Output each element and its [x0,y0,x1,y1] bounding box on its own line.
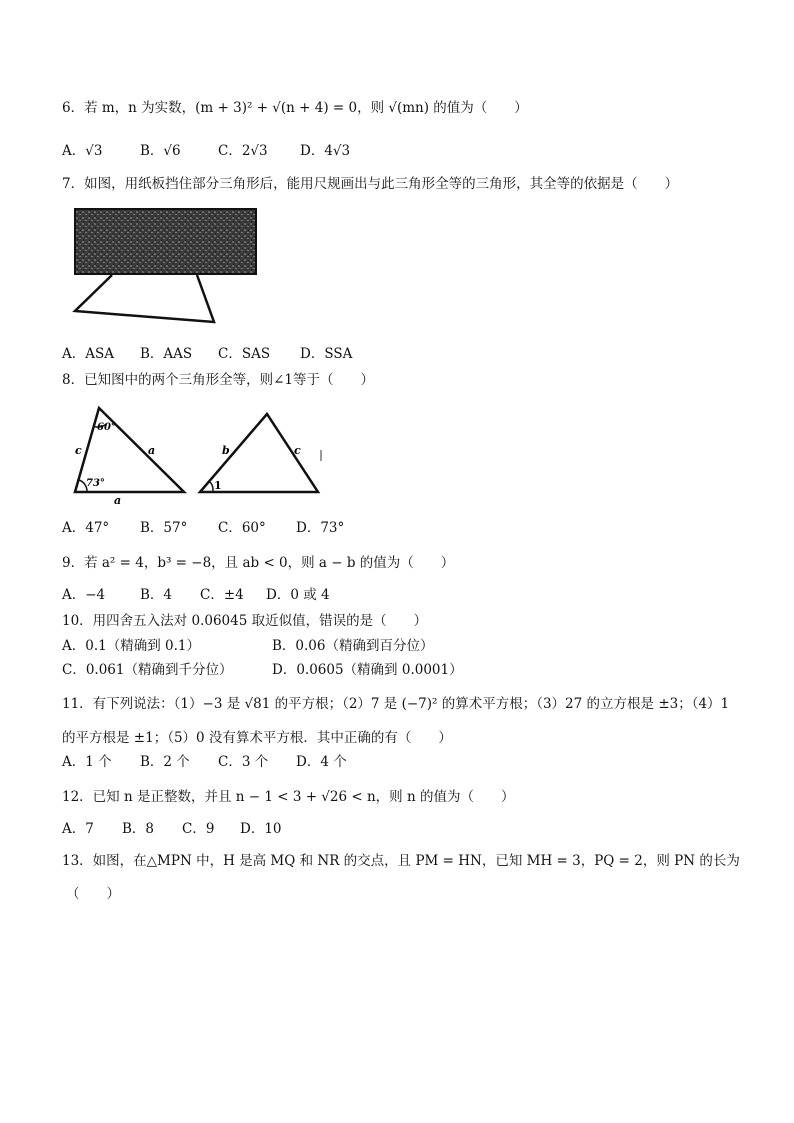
q8-two-triangles-figure [66,400,336,505]
q12-option-a[interactable]: A．7 [62,821,94,837]
q11-option-d[interactable]: D．4 个 [296,754,347,770]
question-8-stem: 8．已知图中的两个三角形全等，则∠1等于（ ） [62,372,374,388]
q11-option-a[interactable]: A．1 个 [62,754,112,770]
q6-option-a[interactable]: A．√3 [62,143,103,159]
question-11-stem-line2: 的平方根是 ±1；（5）0 没有算术平方根．其中正确的有（ ） [62,730,452,746]
left-bottom-angle-label: 73° [86,478,105,489]
question-13-stem-line1: 13．如图，在△MPN 中，H 是高 MQ 和 NR 的交点，且 PM = HN，已知 MH = 3，PQ = 2，则 PN 的长为 [62,853,740,869]
q7-option-c[interactable]: C．SAS [218,346,271,362]
angle-1-label: 1 [214,479,222,492]
right-side-c-label: c [294,444,301,457]
q6-option-b[interactable]: B．√6 [140,143,181,159]
left-side-c-label: c [75,444,82,457]
left-side-a-label: a [148,444,156,457]
cardboard-cover [75,209,256,274]
left-bottom-side-label: a [114,494,122,505]
q8-option-a[interactable]: A．47° [62,520,110,536]
question-9-stem: 9．若 a² = 4，b³ = −8，且 ab < 0，则 a − b 的值为（ ） [62,555,455,571]
q7-option-b[interactable]: B．AAS [140,346,193,362]
question-12-stem: 12．已知 n 是正整数，并且 n − 1 < 3 + √26 < n，则 n 的值为（ ） [62,789,515,805]
q10-option-a[interactable]: A．0.1（精确到 0.1） [62,638,200,654]
q7-cardboard-triangle-figure [70,205,270,330]
q8-option-c[interactable]: C．60° [218,520,266,536]
question-10-stem: 10．用四舍五入法对 0.06045 取近似值，错误的是（ ） [62,613,428,629]
partial-triangle [75,275,214,322]
q7-option-d[interactable]: D．SSA [300,346,353,362]
q6-option-d[interactable]: D．4√3 [300,143,351,159]
q10-option-c[interactable]: C．0.061（精确到千分位） [62,662,233,678]
q8-option-d[interactable]: D．73° [296,520,345,536]
q12-option-c[interactable]: C．9 [182,821,215,837]
angle-1-arc [209,481,213,491]
q10-option-b[interactable]: B．0.06（精确到百分位） [272,638,434,654]
q12-option-b[interactable]: B．8 [122,821,155,837]
question-7-stem: 7．如图，用纸板挡住部分三角形后，能用尺规画出与此三角形全等的三角形，其全等的依据是（ ） [62,176,679,192]
q9-option-a[interactable]: A．−4 [62,587,106,603]
q7-option-a[interactable]: A．ASA [62,346,114,362]
q8-option-b[interactable]: B．57° [140,520,188,536]
right-side-b-label: b [222,444,230,457]
q9-option-c[interactable]: C．±4 [200,587,244,603]
q9-option-b[interactable]: B．4 [140,587,173,603]
question-11-stem-line1: 11．有下列说法：（1）−3 是 √81 的平方根；（2）7 是 (−7)² 的算术平方根；（3）27 的立方根是 ±3；（4）1 [62,696,730,712]
q6-option-c[interactable]: C．2√3 [218,143,268,159]
q12-option-d[interactable]: D．10 [240,821,282,837]
question-13-stem-line2: （ ） [66,886,120,902]
left-top-angle-label: 60° [97,422,116,433]
q11-option-c[interactable]: C．3 个 [218,754,269,770]
question-6-stem: 6．若 m，n 为实数，(m + 3)² + √(n + 4) = 0，则 √(mn) 的值为（ ） [62,100,528,116]
q9-option-d[interactable]: D．0 或 4 [266,587,330,603]
q11-option-b[interactable]: B．2 个 [140,754,190,770]
q10-option-d[interactable]: D．0.0605（精确到 0.0001） [272,662,463,678]
